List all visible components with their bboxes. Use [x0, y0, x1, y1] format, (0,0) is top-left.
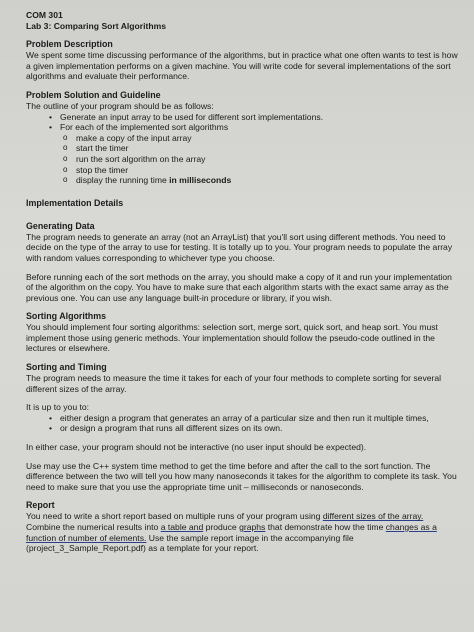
outline-sublist: [60, 133, 460, 186]
generating-data-p2: Before running each of the sort methods on the array, you should make a copy of it and run your implementation of the algorithm on the copy. You have to make sure that each algorithm starts with the exact same array as the previous one. You can use any language built-in procedure or library, if you wish.: [26, 271, 452, 303]
outline-subitem-bold: in milliseconds: [169, 175, 232, 186]
outline-list: [26, 112, 460, 186]
course-code: COM 301: [26, 10, 63, 20]
sorting-timing-p1: The program needs to measure the time it takes for each of your four methods to complete sorting for several different sizes of the array.: [26, 373, 442, 394]
sorting-timing-p2: It is up to you to:: [26, 402, 90, 413]
generating-data-p1: The program needs to generate an array (not an ArrayList) that you'll sort using different methods. You need to decide on the type of the array to use for testing. It is totally up to you. Your program needs to populate the array with random values corresponding to whichever type you choose.: [26, 231, 453, 263]
report-text-part: Combine the numerical results into: [26, 522, 161, 532]
report-text: [26, 511, 460, 553]
outline-subitem: o stop the timer: [76, 165, 460, 176]
outline-item-label: For each of the implemented sort algorithms: [60, 122, 229, 133]
lab-title: Lab 3: Comparing Sort Algorithms: [26, 20, 167, 31]
report-underlined: graphs: [239, 522, 266, 532]
timing-options-list: [26, 413, 460, 434]
sorting-algorithms-heading: Sorting Algorithms: [26, 311, 107, 322]
problem-description-heading: Problem Description: [26, 39, 113, 50]
report-text-part: Use the sample report image in the accompanying file (project_3_Sample_Report.pdf) as a template for your report.: [26, 532, 354, 554]
implementation-heading: Implementation Details: [26, 197, 124, 208]
outline-subitem: o run the sort algorithm on the array: [76, 154, 460, 165]
report-text-part: produce: [203, 522, 240, 532]
sorting-timing-p3: In either case, your program should not be interactive (no user input should be expected).: [26, 442, 367, 453]
problem-solution-heading: Problem Solution and Guideline: [26, 89, 161, 100]
outline-item: • Generate an input array to be used for different sort implementations.: [60, 112, 460, 123]
report-heading: Report: [26, 500, 55, 511]
outline-subitem-text: display the running time: [76, 175, 170, 186]
sorting-algorithms-text: You should implement four sorting algorithms: selection sort, merge sort, quick sort, and heap sort. You must implement those using generic methods. Your implementation should follow the pseudo-code outlined in the lectures or elsewhere.: [26, 322, 438, 354]
outline-subitem: o make a copy of the input array: [76, 133, 460, 144]
generating-data-heading: Generating Data: [26, 220, 95, 231]
report-underlined: different sizes of the array.: [322, 511, 424, 522]
outline-subitem: o start the timer: [76, 143, 460, 154]
report-underlined: changes as a function of number of elements.: [26, 522, 437, 543]
outline-item: [60, 122, 460, 186]
report-text-part: that demonstrate how the time: [265, 522, 386, 532]
timing-option: • either design a program that generates an array of a particular size and then run it multiple times,: [60, 413, 460, 424]
outline-subitem: [76, 175, 460, 186]
sorting-timing-heading: Sorting and Timing: [26, 362, 107, 373]
problem-description-text: We spent some time discussing performance of the algorithms, but in practice what one often wants to test is how a given implementation performs on a given machine. You will write code for several implementations of the sort algorithms and evaluate their performance.: [26, 50, 458, 82]
sorting-timing-p4: Use may use the C++ system time method to get the time before and after the call to the sort function. The difference between the two will tell you how many nanoseconds it takes for the algorithm to complete its task. You need to make sure that you use the appropriate time unit – milliseconds or nanoseconds.: [26, 460, 457, 492]
timing-option: • or design a program that runs all different sizes on its own.: [60, 423, 460, 434]
outline-intro: The outline of your program should be as follows:: [26, 100, 214, 111]
report-underlined: a table and: [160, 522, 204, 532]
report-text-part: You need to write a short report based on multiple runs of your program using: [26, 511, 323, 522]
